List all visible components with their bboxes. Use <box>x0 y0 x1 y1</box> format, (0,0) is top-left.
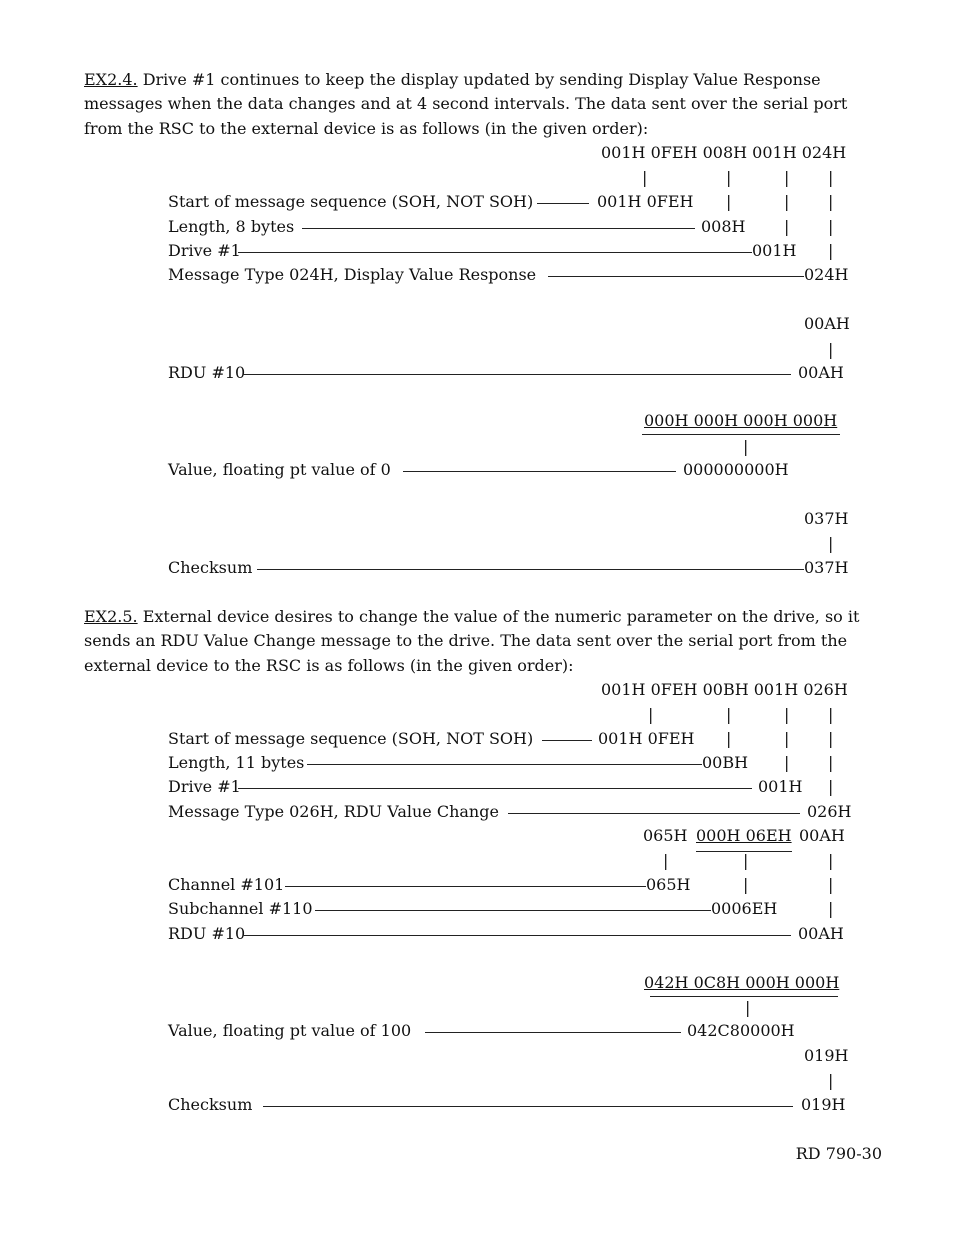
ex25-checksum-label: Checksum <box>168 1095 253 1114</box>
ex24-value-bytes: 000H 000H 000H 000H <box>644 411 838 430</box>
pipe: | <box>642 168 648 187</box>
leader-line <box>508 813 800 814</box>
bracket-line <box>642 434 840 435</box>
ex25-drive-value: 001H <box>758 777 803 796</box>
ex24-msgtype-value: 024H <box>804 265 849 284</box>
ex25-msgtype-label: Message Type 026H, RDU Value Change <box>168 802 499 821</box>
ex25-subchannel-value: 0006EH <box>711 899 778 918</box>
ex25-length-value: 00BH <box>702 753 749 772</box>
ex24-checksum-byte: 037H <box>804 509 849 528</box>
bracket-line <box>650 996 838 997</box>
ex25-start-value: 001H 0FEH <box>598 729 695 748</box>
pipe: | <box>828 340 834 359</box>
pipe: | <box>828 192 834 211</box>
pipe: | <box>726 729 732 748</box>
leader-line <box>257 569 804 570</box>
ex25-rdu-value: 00AH <box>798 924 844 943</box>
leader-line <box>548 276 804 277</box>
ex24-start-value: 001H 0FEH <box>597 192 694 211</box>
ex25-header-bytes: 001H 0FEH 00BH 001H 026H <box>601 680 848 699</box>
pipe: | <box>828 168 834 187</box>
pipe: | <box>784 192 790 211</box>
pipe: | <box>828 534 834 553</box>
pipe: | <box>784 217 790 236</box>
ex24-drive-label: Drive #1 <box>168 241 241 260</box>
ex25-checksum-byte: 019H <box>804 1046 849 1065</box>
ex24-length-label: Length, 8 bytes <box>168 217 295 236</box>
ex25-length-label: Length, 11 bytes <box>168 753 305 772</box>
pipe: | <box>828 1071 834 1090</box>
ex24-value-value: 000000000H <box>683 460 789 479</box>
ex25-checksum-value: 019H <box>801 1095 846 1114</box>
ex25-start-label: Start of message sequence (SOH, NOT SOH) <box>168 729 534 748</box>
pipe: | <box>784 753 790 772</box>
pipe: | <box>743 437 749 456</box>
leader-line <box>238 788 752 789</box>
leader-line <box>403 471 676 472</box>
ex24-drive-value: 001H <box>752 241 797 260</box>
leader-line <box>263 1106 793 1107</box>
ex25-label: EX2.5. <box>84 607 138 626</box>
ex25-value-value: 042C80000H <box>687 1021 795 1040</box>
leader-line <box>238 252 752 253</box>
ex25-msgtype-value: 026H <box>807 802 852 821</box>
ex24-line-3: from the RSC to the external device is as follows (in the given order): <box>84 118 649 138</box>
pipe: | <box>828 705 834 724</box>
pipe: | <box>726 168 732 187</box>
ex25-line-3: external device to the RSC is as follows (in the given order): <box>84 655 574 675</box>
leader-line <box>537 203 589 204</box>
ex24-rdu-byte: 00AH <box>804 314 850 333</box>
page-id: RD 790-30 <box>795 1144 882 1163</box>
leader-line <box>243 935 791 936</box>
leader-line <box>315 910 711 911</box>
pipe: | <box>726 705 732 724</box>
ex24-value-label: Value, floating pt value of 0 <box>168 460 391 479</box>
leader-line <box>302 228 695 229</box>
ex24-label: EX2.4. <box>84 70 138 89</box>
ex24-start-label: Start of message sequence (SOH, NOT SOH) <box>168 192 534 211</box>
ex25-value-bytes: 042H 0C8H 000H 000H <box>644 973 840 992</box>
pipe: | <box>784 168 790 187</box>
ex24-length-value: 008H <box>701 217 746 236</box>
pipe: | <box>663 851 669 870</box>
ex24-intro <box>84 68 884 141</box>
leader-line <box>307 764 702 765</box>
ex24-rdu-label: RDU #10 <box>168 363 246 382</box>
ex24-header-bytes: 001H 0FEH 008H 001H 024H <box>601 143 847 162</box>
ex25-channel-label: Channel #101 <box>168 875 285 894</box>
leader-line <box>425 1032 681 1033</box>
pipe: | <box>828 899 834 918</box>
leader-line <box>243 374 791 375</box>
ex25-subchannel-bytes: 000H 06EH <box>696 826 792 845</box>
pipe: | <box>784 729 790 748</box>
pipe: | <box>784 705 790 724</box>
ex24-line-1: EX2.4. Drive #1 continues to keep the display updated by sending Display Value Response <box>84 70 821 89</box>
ex24-checksum-label: Checksum <box>168 558 253 577</box>
ex25-drive-label: Drive #1 <box>168 777 241 796</box>
pipe: | <box>828 217 834 236</box>
ex25-subchannel-label: Subchannel #110 <box>168 899 313 918</box>
ex25-line-1: EX2.5. External device desires to change the value of the numeric parameter on the drive, so it <box>84 607 860 626</box>
pipe: | <box>726 192 732 211</box>
ex25-value-label: Value, floating pt value of 100 <box>168 1021 412 1040</box>
pipe: | <box>828 875 834 894</box>
pipe: | <box>743 875 749 894</box>
pipe: | <box>745 998 751 1017</box>
ex25-line-2: sends an RDU Value Change message to the drive. The data sent over the serial port from the <box>84 631 848 651</box>
ex25-intro <box>84 605 884 678</box>
pipe: | <box>828 851 834 870</box>
ex25-channel-value: 065H <box>646 875 691 894</box>
ex24-line-2: messages when the data changes and at 4 second intervals. The data sent over the serial port <box>84 94 848 114</box>
leader-line <box>285 886 646 887</box>
leader-line <box>542 740 592 741</box>
pipe: | <box>648 705 654 724</box>
ex24-rdu-value: 00AH <box>798 363 844 382</box>
pipe: | <box>828 241 834 260</box>
pipe: | <box>828 729 834 748</box>
ex25-rdu-label: RDU #10 <box>168 924 246 943</box>
ex24-checksum-value: 037H <box>804 558 849 577</box>
ex24-msgtype-label: Message Type 024H, Display Value Response <box>168 265 537 284</box>
pipe: | <box>828 753 834 772</box>
ex25-channel-byte: 065H <box>643 826 688 845</box>
pipe: | <box>828 777 834 796</box>
ex25-rdu-byte: 00AH <box>799 826 845 845</box>
pipe: | <box>743 851 749 870</box>
